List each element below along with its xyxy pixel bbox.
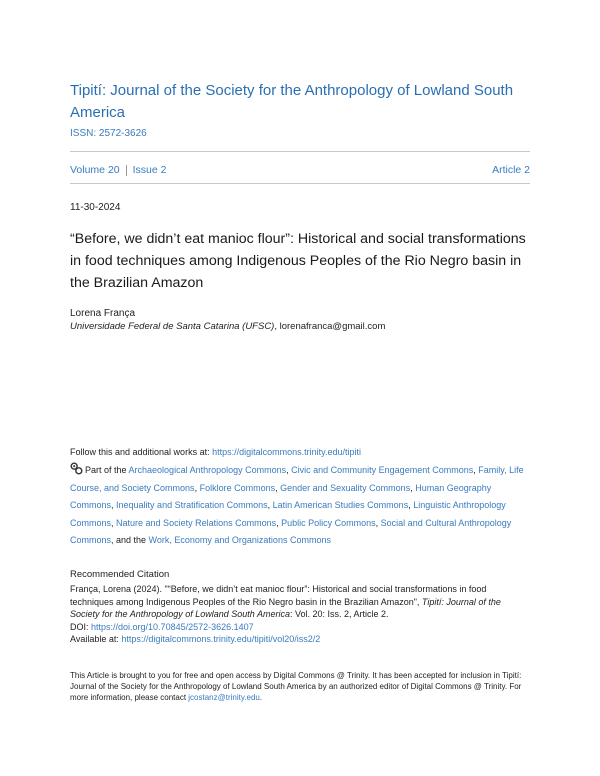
volume-separator: [126, 165, 127, 176]
doi-label: DOI:: [70, 621, 92, 632]
volume-link[interactable]: Volume 20: [70, 164, 120, 176]
doi-link[interactable]: https://doi.org/10.70845/2572-3626.1407: [91, 621, 254, 632]
commons-link[interactable]: Folklore Commons: [199, 482, 276, 493]
author-email: lorenafranca@gmail.com: [279, 321, 386, 332]
recommended-citation: [70, 583, 532, 646]
follow-label: Follow this and additional works at:: [70, 447, 213, 457]
commons-link[interactable]: Social and Cultural Anthropology Commons: [70, 517, 512, 545]
commons-link[interactable]: Human Geography Commons: [70, 482, 492, 510]
article-title: “Before, we didn’t eat manioc flour”: Historical and social transformations in food techniques among Indigenous Peoples of the Rio Negro basin in the Brazilian Amazon: [70, 231, 526, 291]
commons-link[interactable]: Linguistic Anthropology Commons: [70, 500, 506, 528]
part-of-label: Part of the: [85, 465, 129, 475]
notice-end: .: [259, 693, 263, 703]
commons-link[interactable]: Archaeological Anthropology Commons: [128, 465, 287, 475]
available-label: Available at:: [70, 634, 122, 645]
follow-url-link[interactable]: https://digitalcommons.trinity.edu/tipiti: [212, 447, 361, 457]
notice-text: This Article is brought to you for free and open access by Digital Commons @ Trinity. It has been accepted for inclusion in Tipití: Journal of the Society for the Anthropology of Lowland South America by an authorized editor of Digital Commons @ Trinity. For more information, please contact: [70, 671, 522, 703]
contact-email-link[interactable]: jcostanz@trinity.edu: [188, 693, 260, 703]
digital-commons-network-icon: [70, 462, 83, 475]
author-institution: Universidade Federal de Santa Catarina (UFSC): [70, 321, 275, 332]
and-the-text: , and the: [111, 535, 149, 545]
journal-title-link[interactable]: Tipití: Journal of the Society for the Anthropology of Lowland South America: [70, 82, 514, 121]
author-affiliation: Universidade Federal de Santa Catarina (UFSC), lorenafranca@gmail.com: [70, 321, 386, 332]
divider-bottom: [70, 183, 530, 184]
citation-text: França, Lorena (2024). "“Before, we didn’t eat manioc flour”: Historical and social transformations in food techniques among Indigenous Peoples of the Rio Negro basin in the Brazilian Amazon",: [70, 584, 487, 607]
commons-link[interactable]: Nature and Society Relations Commons: [116, 517, 277, 528]
available-url-link[interactable]: https://digitalcommons.trinity.edu/tipiti/vol20/iss2/2: [121, 634, 321, 645]
issn: ISSN: 2572-3626: [70, 128, 147, 139]
part-of-commons: Part of the Archaeological Anthropology Commons, Civic and Community Engagement Commons, Family, Life Course, and Society Commons, Folklore Commons, Gender and Sexuality Commons, Human Geography Commons, Inequality and Stratification Commons, Latin American Studies Commons, Linguistic Anthropology Commons, Nature and Society Relations Commons, Public Policy Commons, Social and Cultural Anthropology Commons, and the Work, Economy and Organizations Commons: [70, 462, 532, 550]
volume-row: [70, 164, 530, 176]
citation-volume: : Vol. 20: Iss. 2, Article 2.: [289, 609, 389, 620]
commons-link[interactable]: Civic and Community Engagement Commons: [291, 465, 474, 475]
commons-link[interactable]: Inequality and Stratification Commons: [116, 500, 268, 510]
issue-link[interactable]: Issue 2: [132, 164, 167, 176]
commons-link[interactable]: Public Policy Commons: [281, 517, 376, 528]
author-name: Lorena França: [70, 308, 136, 319]
open-access-notice: [70, 670, 532, 704]
follow-line: [70, 447, 361, 457]
recommended-citation-heading: Recommended Citation: [70, 569, 170, 580]
commons-link[interactable]: Gender and Sexuality Commons: [280, 482, 411, 493]
commons-link[interactable]: Latin American Studies Commons: [272, 500, 409, 510]
article-number-link[interactable]: Article 2: [492, 164, 530, 176]
commons-link[interactable]: Family, Life Course, and Society Commons: [70, 465, 524, 493]
publication-date: 11-30-2024: [70, 202, 121, 213]
divider-top: [70, 151, 530, 152]
citation-journal: Tipití: Journal of the Society for the Anthropology of Lowland South America: [70, 596, 501, 620]
commons-link[interactable]: Work, Economy and Organizations Commons: [148, 535, 331, 545]
